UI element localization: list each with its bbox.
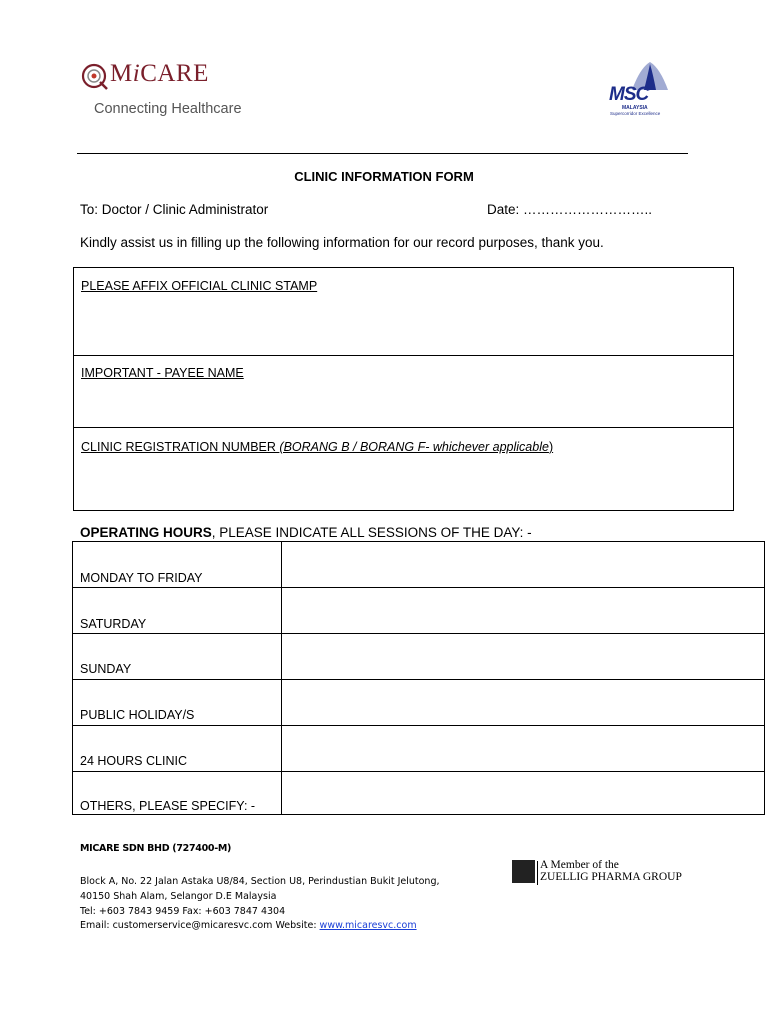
hours-input-others[interactable] bbox=[282, 772, 764, 814]
msc-wordmark: MSC bbox=[609, 84, 649, 105]
hours-input-24h[interactable] bbox=[282, 726, 764, 771]
operating-hours-table bbox=[72, 541, 765, 815]
divider bbox=[537, 861, 538, 885]
msc-logo bbox=[606, 60, 684, 120]
row-label: MONDAY TO FRIDAY bbox=[80, 571, 203, 585]
hours-input-weekday[interactable] bbox=[282, 542, 764, 587]
header-divider bbox=[77, 153, 688, 154]
member-text: A Member of the ZUELLIG PHARMA GROUP bbox=[540, 859, 682, 883]
table-row bbox=[73, 726, 764, 771]
tel-fax: Tel: +603 7843 9459 Fax: +603 7847 4304 bbox=[80, 906, 286, 917]
msc-sub: MALAYSIA bbox=[622, 105, 648, 111]
contact-line: Email: customerservice@micaresvc.com Website: www.micaresvc.com bbox=[80, 920, 417, 931]
table-row bbox=[73, 634, 764, 679]
zuellig-logo bbox=[512, 860, 692, 888]
table-row bbox=[73, 588, 764, 633]
tagline: Connecting Healthcare bbox=[94, 101, 242, 117]
registration-field[interactable] bbox=[74, 428, 733, 510]
to-line: To: Doctor / Clinic Administrator bbox=[80, 202, 269, 217]
row-label: 24 HOURS CLINIC bbox=[80, 754, 187, 768]
row-label: OTHERS, PLEASE SPECIFY: - bbox=[80, 799, 256, 813]
date-line: Date: ……………………….. bbox=[487, 202, 653, 217]
hours-input-saturday[interactable] bbox=[282, 588, 764, 633]
hours-input-sunday[interactable] bbox=[282, 634, 764, 679]
address-line-2: 40150 Shah Alam, Selangor D.E Malaysia bbox=[80, 891, 277, 902]
table-row bbox=[73, 542, 764, 587]
payee-field[interactable] bbox=[74, 356, 733, 427]
intro-text: Kindly assist us in filling up the following information for our record purposes, thank you. bbox=[80, 235, 604, 250]
website-link[interactable]: www.micaresvc.com bbox=[319, 920, 417, 931]
row-label: PUBLIC HOLIDAY/S bbox=[80, 708, 195, 722]
hours-input-holiday[interactable] bbox=[282, 680, 764, 725]
row-label: SUNDAY bbox=[80, 662, 132, 676]
row-label: SATURDAY bbox=[80, 617, 147, 631]
registration-label: CLINIC REGISTRATION NUMBER (BORANG B / BORANG F- whichever applicable) bbox=[81, 440, 554, 454]
stamp-field[interactable] bbox=[74, 268, 733, 355]
micare-emblem-icon bbox=[80, 62, 110, 92]
form-title: CLINIC INFORMATION FORM bbox=[294, 169, 474, 184]
company-name: MICARE SDN BHD (727400-M) bbox=[80, 843, 232, 854]
micare-logo bbox=[80, 60, 260, 122]
table-row bbox=[73, 772, 764, 814]
operating-hours-heading: OPERATING HOURS, PLEASE INDICATE ALL SESSIONS OF THE DAY: - bbox=[80, 525, 532, 540]
msc-tagline: Supercorridor Excellence bbox=[610, 111, 661, 116]
payee-label: IMPORTANT - PAYEE NAME bbox=[81, 366, 244, 380]
table-row bbox=[73, 680, 764, 725]
address-line-1: Block A, No. 22 Jalan Astaka U8/84, Section U8, Perindustian Bukit Jelutong, bbox=[80, 876, 440, 887]
micare-wordmark: MiCARE bbox=[110, 60, 209, 87]
clinic-info-box bbox=[73, 267, 734, 511]
zuellig-mark-icon bbox=[512, 860, 535, 883]
stamp-label: PLEASE AFFIX OFFICIAL CLINIC STAMP bbox=[81, 279, 318, 293]
